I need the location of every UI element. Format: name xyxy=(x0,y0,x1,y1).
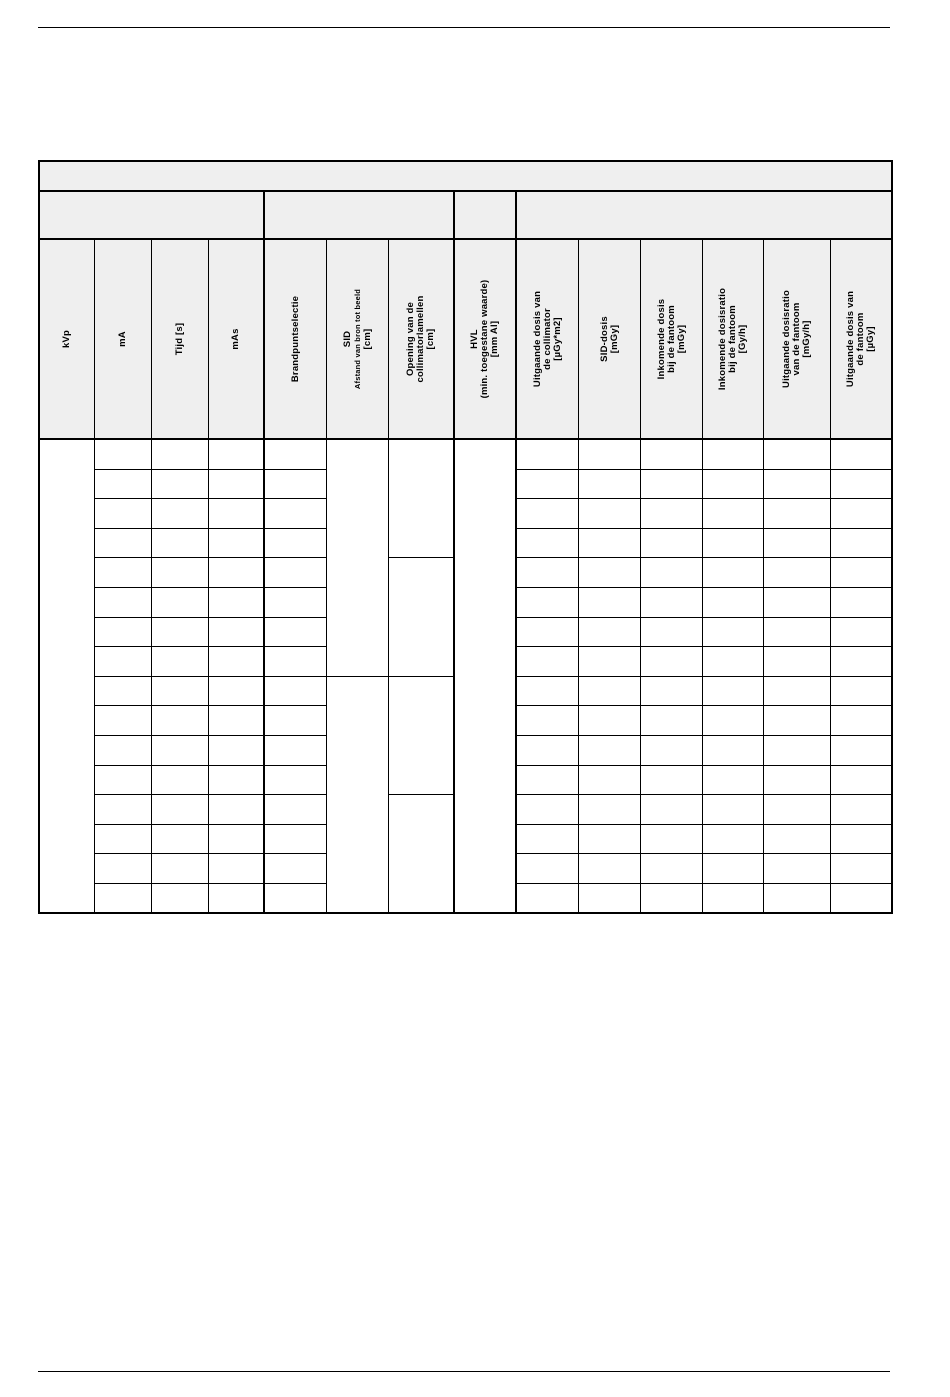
table-cell xyxy=(209,795,265,825)
table-cell xyxy=(703,825,764,855)
table-cell xyxy=(579,766,641,796)
table-cell xyxy=(764,677,831,707)
column-header-line: bij de fantoom xyxy=(665,305,677,373)
table-cell xyxy=(209,440,265,470)
table-cell xyxy=(517,736,579,766)
column-header-line: Tijd [s] xyxy=(174,322,185,356)
table-cell xyxy=(265,677,327,707)
table-cell xyxy=(831,529,893,559)
table-cell xyxy=(209,499,265,529)
table-cell xyxy=(517,440,579,470)
table-cell xyxy=(764,558,831,588)
table-cell xyxy=(152,499,209,529)
column-header-label xyxy=(765,239,829,439)
table-cell xyxy=(764,854,831,884)
column-header-line: [µGy*m2] xyxy=(551,317,563,361)
table-cell xyxy=(517,647,579,677)
column-header-label xyxy=(389,239,453,439)
table-cell xyxy=(209,766,265,796)
column-header xyxy=(38,240,95,440)
table-cell xyxy=(209,854,265,884)
column-header xyxy=(95,240,152,440)
table-cell xyxy=(641,529,703,559)
table-cell xyxy=(152,558,209,588)
group-exposure xyxy=(38,192,265,240)
table-cell xyxy=(152,470,209,500)
table-cell xyxy=(579,706,641,736)
table-cell xyxy=(95,618,152,648)
table-cell xyxy=(95,588,152,618)
column-header xyxy=(764,240,831,440)
column-header xyxy=(641,240,703,440)
table-cell xyxy=(95,884,152,914)
table-cell xyxy=(152,825,209,855)
table-cell xyxy=(703,854,764,884)
table-cell xyxy=(517,618,579,648)
column-header-line: Brandpuntselectie xyxy=(289,295,301,383)
table-cell xyxy=(209,706,265,736)
table-cell xyxy=(95,706,152,736)
table-cell xyxy=(831,884,893,914)
table-cell xyxy=(517,766,579,796)
table-cell xyxy=(764,795,831,825)
column-header-label xyxy=(326,239,390,439)
table-cell xyxy=(95,440,152,470)
table-cell xyxy=(831,440,893,470)
table-cell xyxy=(579,677,641,707)
table-cell xyxy=(265,854,327,884)
table-cell xyxy=(764,440,831,470)
table-cell xyxy=(703,647,764,677)
table-cell xyxy=(152,647,209,677)
table-cell xyxy=(641,647,703,677)
table-cell xyxy=(95,795,152,825)
column-header-line: Uitgaande dosisratio xyxy=(781,290,792,388)
table-cell xyxy=(831,736,893,766)
table-cell xyxy=(641,766,703,796)
table-cell xyxy=(152,736,209,766)
table-cell xyxy=(579,854,641,884)
table-cell xyxy=(703,440,764,470)
table-cell xyxy=(579,618,641,648)
table-cell xyxy=(152,440,209,470)
table-cell xyxy=(95,736,152,766)
column-header-line: SID xyxy=(341,330,353,348)
table-cell xyxy=(209,825,265,855)
table-cell xyxy=(703,677,764,707)
table-cell xyxy=(265,825,327,855)
table-cell xyxy=(152,854,209,884)
table-cell xyxy=(152,706,209,736)
column-header-line: [mGy] xyxy=(608,324,620,354)
table-cell xyxy=(579,440,641,470)
table-cell xyxy=(831,588,893,618)
table-cell xyxy=(517,706,579,736)
table-cell xyxy=(209,588,265,618)
table-cell xyxy=(389,795,455,913)
table-cell xyxy=(831,766,893,796)
column-header-line: (min. toegestane waarde) xyxy=(479,279,490,399)
column-header xyxy=(579,240,641,440)
table-cell xyxy=(703,470,764,500)
table-cell xyxy=(579,529,641,559)
table-cell xyxy=(641,588,703,618)
table-cell xyxy=(209,736,265,766)
table-cell xyxy=(703,588,764,618)
table-cell xyxy=(831,706,893,736)
table-cell xyxy=(764,766,831,796)
table-cell xyxy=(209,618,265,648)
table-cell xyxy=(209,529,265,559)
table-cell xyxy=(209,884,265,914)
table-cell xyxy=(152,766,209,796)
table-cell xyxy=(95,766,152,796)
table-cell xyxy=(764,647,831,677)
table-cell xyxy=(764,736,831,766)
column-header-line: SID-dosis xyxy=(598,316,610,362)
top-rule xyxy=(38,27,890,28)
column-header-line: Uitgaande dosis van xyxy=(845,290,856,388)
table-cell xyxy=(517,884,579,914)
column-header-line: [mGy/h] xyxy=(801,320,812,358)
table-cell xyxy=(703,618,764,648)
table-cell xyxy=(831,470,893,500)
column-header-line: collimatorlamellen xyxy=(415,295,426,383)
column-header-label xyxy=(578,239,642,439)
table-cell xyxy=(641,618,703,648)
table-cell xyxy=(831,558,893,588)
table-cell xyxy=(265,440,327,470)
table-cell xyxy=(95,647,152,677)
column-header xyxy=(455,240,517,440)
table-cell xyxy=(703,884,764,914)
table-cell xyxy=(517,499,579,529)
column-header-line: mA xyxy=(117,331,128,347)
column-header xyxy=(265,240,327,440)
table-cell xyxy=(517,854,579,884)
table-cell xyxy=(517,558,579,588)
table-cell xyxy=(579,884,641,914)
table-cell xyxy=(764,470,831,500)
column-header-line: [mGy] xyxy=(675,324,687,354)
table-cell xyxy=(641,884,703,914)
bottom-rule xyxy=(38,1371,890,1372)
table-cell xyxy=(517,588,579,618)
table-cell xyxy=(95,854,152,884)
table-cell xyxy=(764,825,831,855)
table-title-cell xyxy=(38,160,893,192)
table-cell xyxy=(265,588,327,618)
group-hvl xyxy=(455,192,517,240)
column-header-label xyxy=(453,239,517,439)
table-cell xyxy=(265,884,327,914)
table-cell xyxy=(831,795,893,825)
table-cell xyxy=(327,677,389,914)
table-cell xyxy=(265,647,327,677)
column-header-line: mAs xyxy=(230,328,241,350)
column-header-label xyxy=(91,239,155,439)
table-cell xyxy=(703,766,764,796)
table-cell xyxy=(265,766,327,796)
table-cell xyxy=(265,736,327,766)
table-cell xyxy=(831,499,893,529)
table-cell xyxy=(641,499,703,529)
table-cell xyxy=(95,499,152,529)
column-header-line: Uitgaande dosis van xyxy=(531,290,543,388)
table-cell xyxy=(265,499,327,529)
column-header xyxy=(209,240,265,440)
table-cell xyxy=(209,677,265,707)
column-header-label xyxy=(204,239,268,439)
column-header-label xyxy=(640,239,704,439)
column-header-line: [µGy] xyxy=(865,326,876,352)
table-cell xyxy=(641,558,703,588)
table-cell xyxy=(389,558,455,676)
column-header xyxy=(517,240,579,440)
column-header-label xyxy=(148,239,212,439)
column-header-line: [cm] xyxy=(425,328,436,350)
table-cell xyxy=(579,736,641,766)
table-cell xyxy=(579,647,641,677)
table-cell xyxy=(764,884,831,914)
table-cell xyxy=(152,884,209,914)
column-header-line: van de fantoom xyxy=(791,302,802,376)
column-header-label xyxy=(701,239,765,439)
column-header-label xyxy=(264,239,328,439)
table-cell xyxy=(831,854,893,884)
table-cell xyxy=(95,677,152,707)
table-cell xyxy=(389,677,455,795)
table-cell xyxy=(265,795,327,825)
table-cell xyxy=(831,647,893,677)
table-cell xyxy=(703,499,764,529)
table-cell xyxy=(764,618,831,648)
table-cell xyxy=(152,618,209,648)
table-cell xyxy=(831,825,893,855)
table-cell xyxy=(579,558,641,588)
column-header-line: [Gy/h] xyxy=(737,324,748,354)
table-cell xyxy=(517,825,579,855)
column-header-line: de fantoom xyxy=(855,312,866,366)
table-cell xyxy=(152,529,209,559)
column-header xyxy=(152,240,209,440)
table-cell xyxy=(265,706,327,736)
table-cell xyxy=(764,706,831,736)
table-cell xyxy=(641,470,703,500)
table-cell xyxy=(579,825,641,855)
table-cell xyxy=(265,558,327,588)
column-header-line: Opening van de xyxy=(405,301,416,377)
table-cell xyxy=(831,618,893,648)
table-cell xyxy=(703,706,764,736)
table-cell xyxy=(579,795,641,825)
table-cell xyxy=(703,558,764,588)
table-cell xyxy=(703,736,764,766)
column-header-line: HVL xyxy=(469,329,480,349)
dose-measurement-table xyxy=(38,160,893,914)
table-cell xyxy=(703,529,764,559)
group-dose xyxy=(517,192,893,240)
column-header-line: Inkomende dosis xyxy=(655,298,667,380)
column-header-label xyxy=(35,239,99,439)
table-cell xyxy=(764,499,831,529)
table-cell xyxy=(641,677,703,707)
table-cell xyxy=(641,825,703,855)
column-header xyxy=(327,240,389,440)
column-header-label xyxy=(829,239,893,439)
column-header-line: Inkomende dosisratio xyxy=(717,287,728,391)
table-cell xyxy=(327,440,389,677)
table-cell xyxy=(517,529,579,559)
column-header-line: bij de fantoom xyxy=(727,305,738,373)
table-cell xyxy=(389,440,455,558)
table-cell xyxy=(209,470,265,500)
table-cell xyxy=(641,440,703,470)
table-cell xyxy=(641,736,703,766)
column-header-line: kVp xyxy=(61,329,72,349)
table-cell xyxy=(517,795,579,825)
column-header-label xyxy=(516,239,580,439)
table-cell xyxy=(95,825,152,855)
table-cell xyxy=(265,529,327,559)
table-cell xyxy=(152,588,209,618)
table-cell xyxy=(641,854,703,884)
table-cell xyxy=(641,706,703,736)
table-cell xyxy=(265,470,327,500)
group-geometry xyxy=(265,192,455,240)
table-cell xyxy=(579,470,641,500)
table-cell xyxy=(95,558,152,588)
table-cell xyxy=(38,440,95,914)
column-header-line: [mm Al] xyxy=(489,320,500,358)
column-header-line: [cm] xyxy=(361,328,373,350)
table-cell xyxy=(95,529,152,559)
table-cell xyxy=(579,588,641,618)
table-cell xyxy=(831,677,893,707)
table-cell xyxy=(455,440,517,914)
table-cell xyxy=(579,499,641,529)
table-cell xyxy=(517,677,579,707)
column-header-line: Afstand van bron tot beeld xyxy=(352,288,362,390)
column-header xyxy=(831,240,893,440)
table-cell xyxy=(209,647,265,677)
column-header xyxy=(389,240,455,440)
table-cell xyxy=(641,795,703,825)
table-cell xyxy=(703,795,764,825)
table-cell xyxy=(152,795,209,825)
table-cell xyxy=(764,588,831,618)
table-cell xyxy=(517,470,579,500)
table-cell xyxy=(95,470,152,500)
table-cell xyxy=(152,677,209,707)
table-cell xyxy=(265,618,327,648)
table-cell xyxy=(209,558,265,588)
table-cell xyxy=(764,529,831,559)
column-header xyxy=(703,240,764,440)
column-header-line: de collimator xyxy=(541,308,553,370)
